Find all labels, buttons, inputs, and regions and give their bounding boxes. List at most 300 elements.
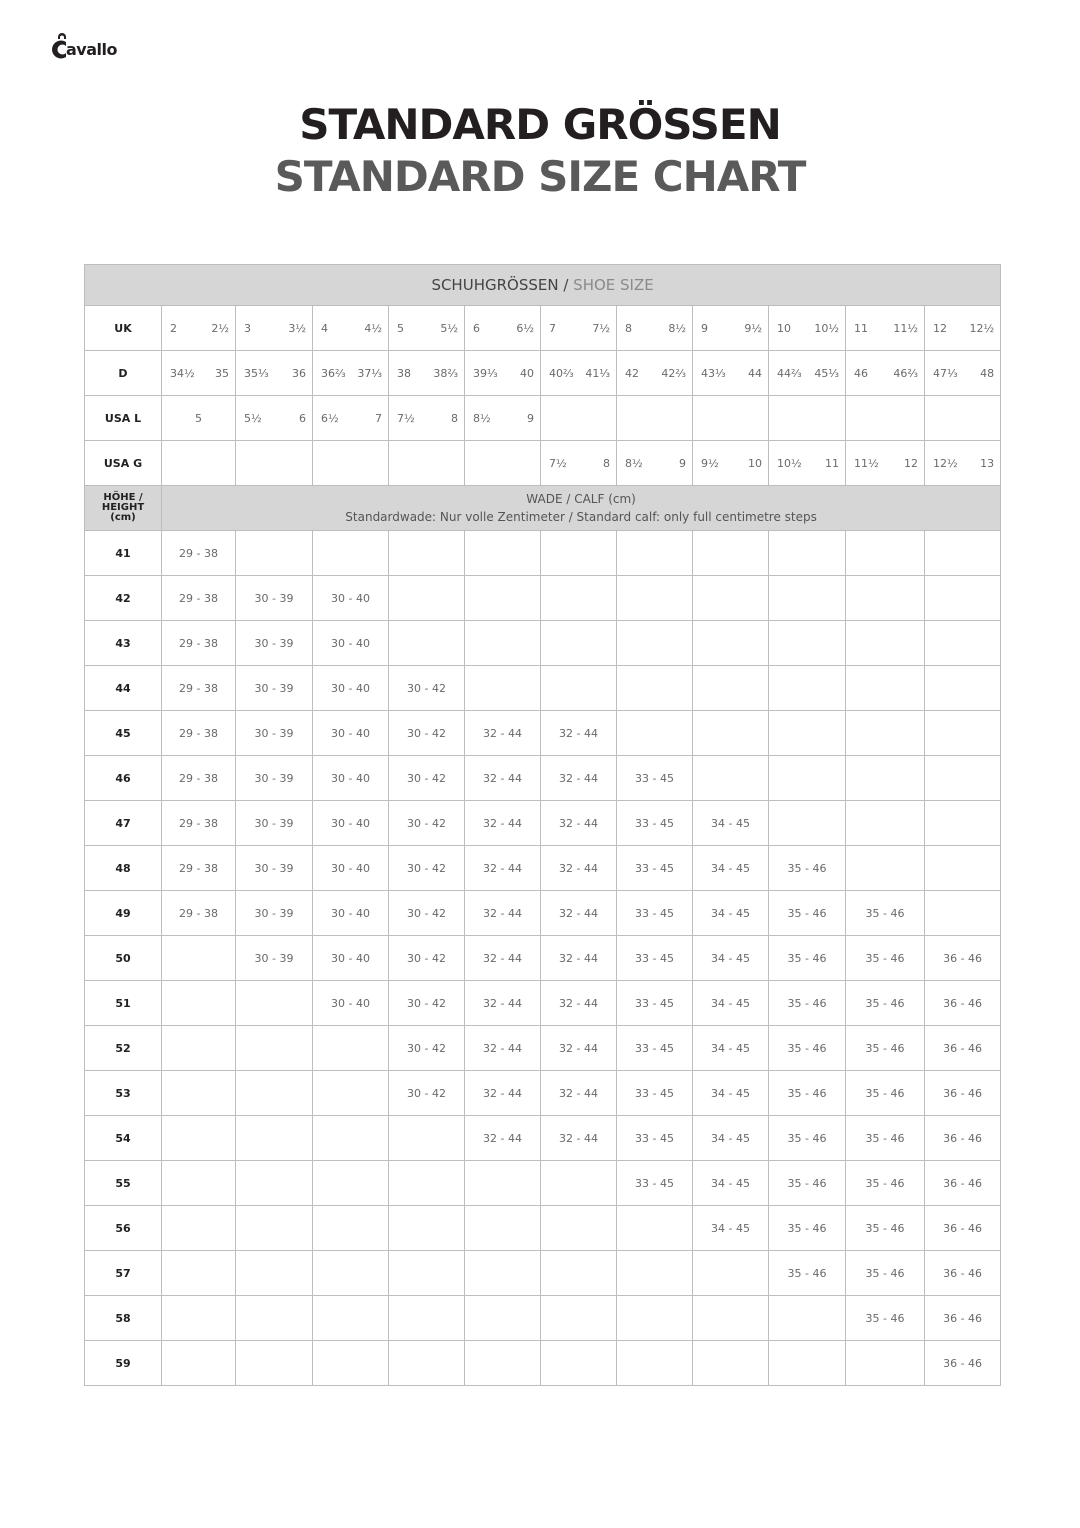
calf-range-cell — [389, 576, 465, 621]
calf-range-cell — [693, 531, 769, 576]
calf-range-cell: 34 - 45 — [693, 846, 769, 891]
size-value: 4 — [321, 321, 328, 335]
size-value: 38⅔ — [433, 366, 458, 380]
calf-range-cell: 32 - 44 — [541, 891, 617, 936]
calf-range-cell: 33 - 45 — [617, 936, 693, 981]
calf-range-cell: 29 - 38 — [162, 756, 236, 801]
calf-range-cell — [541, 1341, 617, 1386]
size-value: 35 — [215, 366, 229, 380]
calf-range-cell: 30 - 39 — [236, 576, 313, 621]
size-value: 3½ — [288, 321, 306, 335]
calf-range-cell — [769, 801, 846, 846]
calf-range-cell: 29 - 38 — [162, 891, 236, 936]
size-cell — [541, 441, 617, 486]
calf-range-cell: 32 - 44 — [465, 711, 541, 756]
calf-row — [85, 621, 1001, 666]
calf-range-cell: 35 - 46 — [769, 846, 846, 891]
height-label: 44 — [85, 666, 162, 711]
calf-range-cell — [162, 1161, 236, 1206]
calf-range-cell: 35 - 46 — [846, 1116, 925, 1161]
calf-header-note: Standardwade: Nur volle Zentimeter / Standard calf: only full centimetre steps — [345, 510, 817, 524]
calf-range-cell — [617, 576, 693, 621]
calf-range-cell: 32 - 44 — [541, 1116, 617, 1161]
calf-range-cell — [162, 1206, 236, 1251]
size-value: 6 — [473, 321, 480, 335]
calf-range-cell — [236, 1026, 313, 1071]
size-value: 5 — [195, 411, 202, 425]
calf-range-cell — [925, 666, 1001, 711]
size-value: 44⅔ — [777, 366, 802, 380]
calf-row — [85, 1161, 1001, 1206]
calf-range-cell: 36 - 46 — [925, 1206, 1001, 1251]
calf-range-cell — [693, 621, 769, 666]
calf-range-cell: 36 - 46 — [925, 936, 1001, 981]
calf-range-cell — [769, 756, 846, 801]
calf-range-cell: 33 - 45 — [617, 1026, 693, 1071]
calf-range-cell: 34 - 45 — [693, 1071, 769, 1116]
calf-range-cell: 30 - 40 — [313, 666, 389, 711]
size-cell — [389, 306, 465, 351]
size-cell — [465, 396, 541, 441]
size-cell — [465, 441, 541, 486]
size-cell — [925, 306, 1001, 351]
calf-range-cell: 30 - 40 — [313, 711, 389, 756]
size-cell — [693, 396, 769, 441]
calf-range-cell — [693, 756, 769, 801]
height-label: 52 — [85, 1026, 162, 1071]
size-value: 3 — [244, 321, 251, 335]
size-value: 10½ — [777, 456, 802, 470]
calf-range-cell: 33 - 45 — [617, 801, 693, 846]
height-label: 42 — [85, 576, 162, 621]
calf-range-cell: 36 - 46 — [925, 1026, 1001, 1071]
calf-range-cell — [541, 666, 617, 711]
size-value: 39⅓ — [473, 366, 498, 380]
calf-range-cell — [541, 621, 617, 666]
calf-range-cell — [389, 1341, 465, 1386]
size-value: 12 — [933, 321, 947, 335]
calf-range-cell — [313, 1206, 389, 1251]
size-value: 13 — [980, 456, 995, 470]
size-cell — [313, 396, 389, 441]
calf-range-cell: 29 - 38 — [162, 621, 236, 666]
calf-range-cell — [465, 1251, 541, 1296]
size-value: 7 — [375, 411, 382, 425]
size-value: 10 — [748, 456, 762, 470]
size-value: 11 — [854, 321, 868, 335]
calf-row — [85, 531, 1001, 576]
calf-range-cell — [617, 1296, 693, 1341]
size-value: 41⅓ — [585, 366, 610, 380]
size-cell — [236, 441, 313, 486]
calf-range-cell: 35 - 46 — [769, 1071, 846, 1116]
size-value: 40 — [520, 366, 534, 380]
calf-range-cell: 30 - 40 — [313, 936, 389, 981]
calf-row — [85, 846, 1001, 891]
calf-range-cell: 32 - 44 — [465, 1071, 541, 1116]
calf-range-cell — [846, 846, 925, 891]
calf-range-cell: 29 - 38 — [162, 801, 236, 846]
calf-range-cell — [617, 711, 693, 756]
size-cell — [236, 396, 313, 441]
calf-range-cell: 35 - 46 — [846, 936, 925, 981]
size-value: 34½ — [170, 366, 195, 380]
calf-range-cell — [617, 1251, 693, 1296]
size-cell — [162, 441, 236, 486]
calf-range-cell: 30 - 39 — [236, 711, 313, 756]
calf-range-cell — [769, 531, 846, 576]
calf-range-cell: 30 - 42 — [389, 1071, 465, 1116]
size-cell — [925, 396, 1001, 441]
size-value: 43⅓ — [701, 366, 726, 380]
calf-range-cell — [846, 756, 925, 801]
calf-range-cell: 32 - 44 — [465, 801, 541, 846]
size-row — [85, 351, 1001, 396]
height-label: 50 — [85, 936, 162, 981]
calf-range-cell: 35 - 46 — [846, 1296, 925, 1341]
calf-range-cell: 33 - 45 — [617, 891, 693, 936]
calf-range-cell: 35 - 46 — [846, 891, 925, 936]
calf-range-cell: 32 - 44 — [541, 1026, 617, 1071]
shoe-size-header-sep: / — [558, 276, 574, 294]
height-header — [85, 486, 162, 531]
height-label: 51 — [85, 981, 162, 1026]
size-value: 35⅓ — [244, 366, 269, 380]
size-value: 8 — [451, 411, 458, 425]
svg-text:avallo: avallo — [66, 40, 117, 59]
calf-range-cell — [389, 531, 465, 576]
calf-range-cell: 30 - 39 — [236, 846, 313, 891]
calf-range-cell: 32 - 44 — [465, 981, 541, 1026]
calf-range-cell — [465, 1161, 541, 1206]
calf-range-cell — [389, 1251, 465, 1296]
size-value: 9 — [527, 411, 534, 425]
size-value: 4½ — [364, 321, 382, 335]
size-value: 46⅔ — [893, 366, 918, 380]
size-cell — [236, 351, 313, 396]
size-value: 8½ — [668, 321, 686, 335]
calf-range-cell: 30 - 40 — [313, 846, 389, 891]
calf-range-cell: 32 - 44 — [465, 1116, 541, 1161]
calf-range-cell: 30 - 39 — [236, 801, 313, 846]
size-cell — [465, 306, 541, 351]
calf-range-cell — [389, 1206, 465, 1251]
calf-range-cell: 36 - 46 — [925, 1296, 1001, 1341]
size-row — [85, 306, 1001, 351]
size-value: 6 — [299, 411, 306, 425]
size-cell — [769, 441, 846, 486]
title-english: STANDARD SIZE CHART — [274, 152, 806, 201]
calf-range-cell — [236, 981, 313, 1026]
size-cell — [313, 306, 389, 351]
calf-range-cell — [846, 666, 925, 711]
height-header-line2: HEIGHT — [101, 502, 145, 513]
calf-range-cell — [162, 981, 236, 1026]
calf-range-cell: 35 - 46 — [769, 1251, 846, 1296]
size-value: 8½ — [473, 411, 491, 425]
size-cell — [313, 441, 389, 486]
calf-range-cell: 35 - 46 — [769, 891, 846, 936]
calf-row — [85, 1116, 1001, 1161]
brand-logo — [51, 33, 151, 61]
calf-range-cell — [313, 1341, 389, 1386]
size-cell — [236, 306, 313, 351]
calf-range-cell — [693, 576, 769, 621]
size-cell — [769, 306, 846, 351]
calf-range-cell: 29 - 38 — [162, 531, 236, 576]
calf-row — [85, 1341, 1001, 1386]
size-value: 2½ — [211, 321, 229, 335]
size-value: 40⅔ — [549, 366, 574, 380]
calf-range-cell: 35 - 46 — [769, 981, 846, 1026]
calf-range-cell: 32 - 44 — [541, 981, 617, 1026]
size-cell — [162, 351, 236, 396]
size-cell — [769, 351, 846, 396]
calf-range-cell — [925, 711, 1001, 756]
size-row-label: UK — [85, 306, 162, 351]
size-cell — [617, 351, 693, 396]
calf-range-cell: 35 - 46 — [769, 1206, 846, 1251]
size-value: 9 — [701, 321, 708, 335]
calf-range-cell: 34 - 45 — [693, 936, 769, 981]
calf-range-cell: 32 - 44 — [541, 711, 617, 756]
calf-range-cell: 34 - 45 — [693, 1206, 769, 1251]
calf-range-cell — [925, 576, 1001, 621]
calf-range-cell — [617, 621, 693, 666]
calf-range-cell — [162, 1026, 236, 1071]
calf-range-cell: 30 - 39 — [236, 756, 313, 801]
calf-range-cell: 35 - 46 — [846, 981, 925, 1026]
size-row — [85, 441, 1001, 486]
calf-range-cell: 29 - 38 — [162, 666, 236, 711]
calf-range-cell: 35 - 46 — [769, 936, 846, 981]
calf-range-cell — [236, 1161, 313, 1206]
calf-range-cell — [389, 1161, 465, 1206]
calf-range-cell: 32 - 44 — [465, 936, 541, 981]
shoe-size-header-de: SCHUHGRÖSSEN — [431, 276, 559, 294]
calf-row — [85, 711, 1001, 756]
calf-range-cell: 30 - 42 — [389, 1026, 465, 1071]
size-value: 9 — [679, 456, 686, 470]
height-label: 55 — [85, 1161, 162, 1206]
calf-range-cell — [162, 1251, 236, 1296]
size-value: 11½ — [893, 321, 918, 335]
calf-range-cell — [465, 621, 541, 666]
calf-range-cell — [465, 576, 541, 621]
height-label: 43 — [85, 621, 162, 666]
calf-range-cell — [846, 576, 925, 621]
calf-range-cell: 33 - 45 — [617, 846, 693, 891]
calf-range-cell — [389, 1296, 465, 1341]
calf-range-cell: 34 - 45 — [693, 801, 769, 846]
height-header-line1: HÖHE / — [103, 492, 143, 503]
calf-range-cell: 34 - 45 — [693, 1161, 769, 1206]
size-cell — [693, 441, 769, 486]
height-label: 45 — [85, 711, 162, 756]
size-chart-table — [84, 264, 1001, 1386]
size-value: 8 — [625, 321, 632, 335]
calf-range-cell — [693, 1251, 769, 1296]
calf-range-cell — [769, 576, 846, 621]
calf-range-cell — [313, 531, 389, 576]
calf-range-cell — [313, 1026, 389, 1071]
size-cell — [162, 396, 236, 441]
calf-range-cell — [541, 1296, 617, 1341]
calf-row — [85, 1026, 1001, 1071]
height-label: 57 — [85, 1251, 162, 1296]
calf-range-cell: 35 - 46 — [846, 1071, 925, 1116]
calf-range-cell: 32 - 44 — [465, 1026, 541, 1071]
calf-range-cell — [617, 1341, 693, 1386]
height-label: 53 — [85, 1071, 162, 1116]
size-value: 12½ — [969, 321, 995, 335]
calf-row — [85, 1251, 1001, 1296]
calf-range-cell: 30 - 42 — [389, 801, 465, 846]
calf-range-cell: 34 - 45 — [693, 1026, 769, 1071]
calf-range-cell — [236, 1071, 313, 1116]
size-value: 42 — [625, 366, 639, 380]
size-value: 7½ — [549, 456, 567, 470]
calf-range-cell: 32 - 44 — [541, 846, 617, 891]
size-cell — [162, 306, 236, 351]
calf-range-cell: 30 - 40 — [313, 576, 389, 621]
calf-range-cell — [541, 1161, 617, 1206]
height-label: 54 — [85, 1116, 162, 1161]
calf-range-cell — [846, 1341, 925, 1386]
calf-range-cell: 30 - 39 — [236, 891, 313, 936]
size-value: 11 — [825, 456, 839, 470]
calf-header-title: WADE / CALF (cm) — [526, 492, 636, 506]
calf-range-cell — [313, 1161, 389, 1206]
size-value: 11½ — [854, 456, 879, 470]
calf-range-cell: 35 - 46 — [769, 1161, 846, 1206]
size-cell — [693, 351, 769, 396]
calf-range-cell — [162, 1116, 236, 1161]
calf-range-cell: 30 - 39 — [236, 936, 313, 981]
calf-range-cell — [769, 621, 846, 666]
size-value: 2 — [170, 321, 177, 335]
size-value: 45⅓ — [814, 366, 839, 380]
size-value: 7½ — [397, 411, 415, 425]
size-value: 10½ — [814, 321, 839, 335]
calf-row — [85, 981, 1001, 1026]
calf-range-cell — [162, 936, 236, 981]
height-label: 48 — [85, 846, 162, 891]
calf-range-cell — [162, 1296, 236, 1341]
calf-range-cell: 30 - 40 — [313, 891, 389, 936]
calf-range-cell — [846, 621, 925, 666]
calf-range-cell — [162, 1071, 236, 1116]
size-cell — [846, 351, 925, 396]
calf-row — [85, 801, 1001, 846]
height-label: 46 — [85, 756, 162, 801]
size-value: 38 — [397, 366, 411, 380]
calf-row — [85, 1296, 1001, 1341]
calf-range-cell — [925, 531, 1001, 576]
calf-range-cell: 36 - 46 — [925, 1071, 1001, 1116]
calf-range-cell: 29 - 38 — [162, 576, 236, 621]
size-value: 6½ — [321, 411, 339, 425]
calf-range-cell: 33 - 45 — [617, 1071, 693, 1116]
calf-range-cell: 35 - 46 — [846, 1026, 925, 1071]
size-value: 5 — [397, 321, 404, 335]
calf-range-cell — [925, 621, 1001, 666]
size-value: 12 — [904, 456, 918, 470]
size-value: 36 — [292, 366, 306, 380]
calf-range-cell: 30 - 40 — [313, 801, 389, 846]
size-value: 8½ — [625, 456, 643, 470]
calf-range-cell — [541, 1251, 617, 1296]
height-label: 56 — [85, 1206, 162, 1251]
calf-range-cell — [389, 1116, 465, 1161]
calf-range-cell — [389, 621, 465, 666]
calf-range-cell — [846, 801, 925, 846]
size-row-label: USA G — [85, 441, 162, 486]
calf-row — [85, 1206, 1001, 1251]
calf-range-cell: 30 - 40 — [313, 981, 389, 1026]
size-cell — [389, 396, 465, 441]
calf-range-cell — [465, 531, 541, 576]
size-cell — [541, 396, 617, 441]
calf-range-cell — [236, 531, 313, 576]
calf-range-cell — [846, 711, 925, 756]
calf-row — [85, 936, 1001, 981]
calf-range-cell: 30 - 39 — [236, 666, 313, 711]
calf-range-cell: 30 - 42 — [389, 981, 465, 1026]
size-value: 47⅓ — [933, 366, 958, 380]
calf-range-cell: 36 - 46 — [925, 1341, 1001, 1386]
size-cell — [925, 441, 1001, 486]
calf-range-cell — [693, 666, 769, 711]
size-cell — [465, 351, 541, 396]
size-cell — [617, 306, 693, 351]
calf-range-cell: 33 - 45 — [617, 1116, 693, 1161]
calf-range-cell: 30 - 42 — [389, 936, 465, 981]
calf-range-cell: 34 - 45 — [693, 891, 769, 936]
calf-range-cell: 34 - 45 — [693, 1116, 769, 1161]
calf-range-cell — [236, 1116, 313, 1161]
calf-range-cell: 36 - 46 — [925, 1116, 1001, 1161]
calf-range-cell: 30 - 40 — [313, 756, 389, 801]
size-cell — [313, 351, 389, 396]
calf-range-cell: 36 - 46 — [925, 981, 1001, 1026]
calf-range-cell — [313, 1251, 389, 1296]
calf-range-cell — [465, 1296, 541, 1341]
calf-range-cell: 30 - 42 — [389, 711, 465, 756]
calf-range-cell — [541, 531, 617, 576]
calf-range-cell: 32 - 44 — [465, 891, 541, 936]
size-value: 9½ — [744, 321, 762, 335]
size-cell — [846, 441, 925, 486]
size-value: 46 — [854, 366, 868, 380]
calf-range-cell — [465, 1341, 541, 1386]
size-value: 8 — [603, 456, 610, 470]
calf-range-cell — [769, 1341, 846, 1386]
calf-range-cell: 36 - 46 — [925, 1251, 1001, 1296]
size-value: 42⅔ — [661, 366, 686, 380]
calf-range-cell: 35 - 46 — [846, 1251, 925, 1296]
calf-range-cell: 33 - 45 — [617, 1161, 693, 1206]
calf-range-cell — [693, 1296, 769, 1341]
height-header-line3: (cm) — [110, 512, 136, 523]
calf-row — [85, 576, 1001, 621]
size-value: 5½ — [440, 321, 458, 335]
size-value: 48 — [980, 366, 995, 380]
size-cell — [769, 396, 846, 441]
size-cell — [389, 441, 465, 486]
calf-header — [162, 486, 1001, 531]
calf-range-cell — [541, 576, 617, 621]
